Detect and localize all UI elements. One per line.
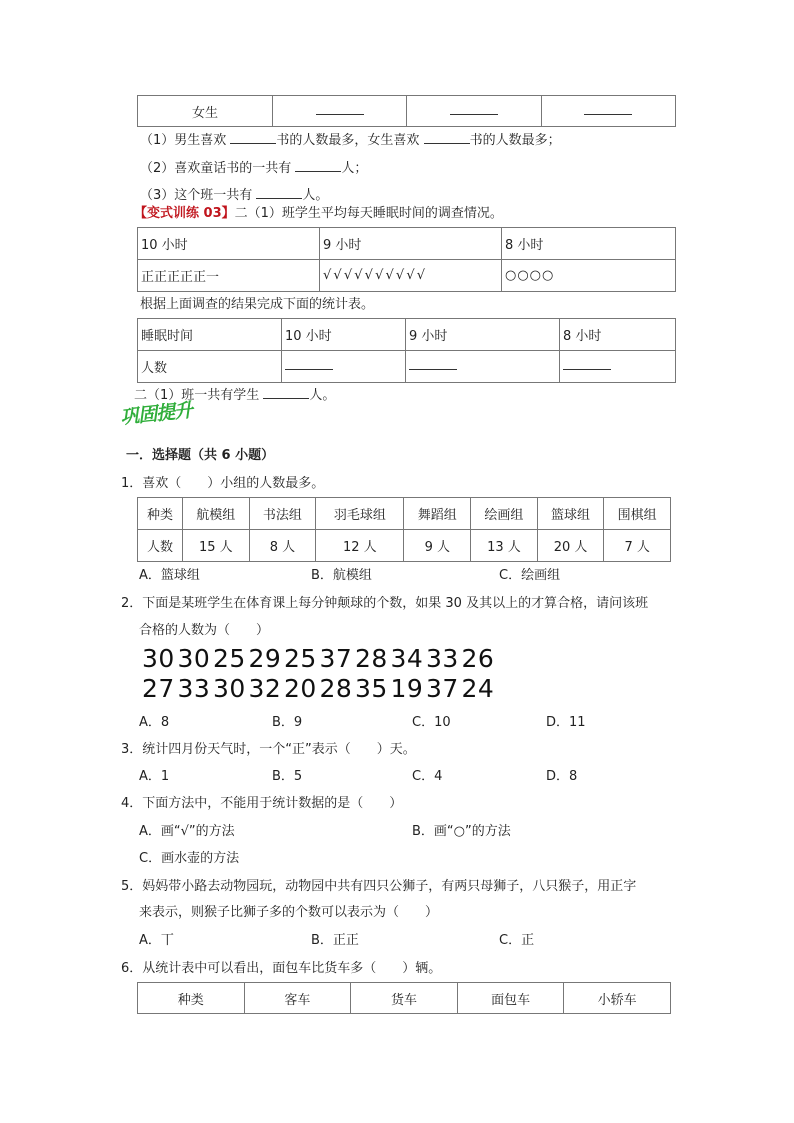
q2-option-c[interactable]: C．10	[412, 715, 451, 730]
q3-option-a[interactable]: A．1	[139, 769, 170, 784]
q3-option-b[interactable]: B．5	[272, 769, 303, 784]
answer-blank[interactable]	[230, 143, 276, 144]
stat-header: 睡眠时间	[138, 319, 282, 351]
section-banner: 巩固提升	[119, 399, 194, 429]
q4-option-a[interactable]: A．画“√”的方法	[139, 824, 235, 839]
sleep-header: 9 小时	[320, 228, 502, 260]
top-table-cell	[273, 96, 407, 127]
q2-option-d[interactable]: D．11	[546, 715, 586, 730]
q1-value: 7 人	[604, 530, 671, 562]
question-fairy: （2）喜欢童话书的一共有 人；	[140, 161, 368, 176]
variant-tag: 【变式训练 03】	[134, 206, 235, 221]
q6-header: 面包车	[457, 983, 564, 1014]
stat-cell[interactable]	[560, 351, 676, 383]
sleep-survey-table	[137, 227, 676, 292]
stat-row-label: 人数	[138, 351, 282, 383]
section-title: 一．选择题（共 6 小题）	[126, 448, 275, 463]
q3-option-d[interactable]: D．8	[546, 769, 578, 784]
q1-value: 15 人	[182, 530, 249, 562]
q1-header: 篮球组	[537, 498, 604, 530]
q3-option-c[interactable]: C．4	[412, 769, 443, 784]
q2-stem-line2: 合格的人数为（ ）	[139, 623, 270, 638]
q1-header: 书法组	[249, 498, 316, 530]
q4-stem: 4．下面方法中，不能用于统计数据的是（ ）	[121, 796, 403, 811]
q4-option-b[interactable]: B．画“○”的方法	[412, 824, 511, 839]
q6-header: 货车	[351, 983, 458, 1014]
q5-stem-line1: 5．妈妈带小路去动物园玩，动物园中共有四只公狮子，有两只母狮子，八只猴子，用正字	[121, 879, 637, 894]
sleep-tally: ○○○○	[502, 260, 676, 292]
q1-header: 围棋组	[604, 498, 671, 530]
instruction-text: 根据上面调查的结果完成下面的统计表。	[140, 297, 375, 312]
q1-option-c[interactable]: C．绘画组	[499, 568, 561, 583]
q1-header: 绘画组	[471, 498, 538, 530]
answer-blank[interactable]	[424, 143, 470, 144]
sleep-tally: 正正正正正一	[138, 260, 320, 292]
question-total: （3）这个班一共有 人。	[140, 188, 329, 203]
q5-option-a[interactable]: A．丅	[139, 933, 174, 948]
q1-option-b[interactable]: B．航模组	[311, 568, 372, 583]
q2-option-b[interactable]: B．9	[272, 715, 303, 730]
class-total-question: 二（1）班一共有学生 人。	[134, 388, 336, 403]
stat-header: 9 小时	[406, 319, 560, 351]
q1-header: 种类	[138, 498, 183, 530]
stat-table	[137, 318, 676, 383]
q1-header: 羽毛球组	[316, 498, 404, 530]
q1-option-a[interactable]: A．篮球组	[139, 568, 200, 583]
stat-header: 8 小时	[560, 319, 676, 351]
q3-stem: 3．统计四月份天气时，一个“正”表示（ ）天。	[121, 742, 416, 757]
q6-stem: 6．从统计表中可以看出，面包车比货车多（ ）辆。	[121, 961, 442, 976]
q1-header: 舞蹈组	[404, 498, 471, 530]
variant-text: 二（1）班学生平均每天睡眠时间的调查情况。	[234, 206, 503, 221]
sleep-header: 8 小时	[502, 228, 676, 260]
q6-header: 小轿车	[564, 983, 671, 1014]
q2-numbers-row1: 30 30 25 29 25 37 28 34 33 26	[142, 644, 495, 673]
variant-heading	[134, 202, 503, 221]
q2-option-a[interactable]: A．8	[139, 715, 170, 730]
stat-cell[interactable]	[282, 351, 406, 383]
q6-table	[137, 982, 671, 1014]
q5-option-b[interactable]: B．正正	[311, 933, 359, 948]
stat-cell[interactable]	[406, 351, 560, 383]
q1-value: 20 人	[537, 530, 604, 562]
q1-value: 人数	[138, 530, 183, 562]
sleep-header: 10 小时	[138, 228, 320, 260]
top-table-cell	[407, 96, 541, 127]
q4-option-c[interactable]: C．画水壶的方法	[139, 851, 240, 866]
q1-value: 13 人	[471, 530, 538, 562]
sleep-tally: √ √ √ √ √ √ √ √ √ √	[320, 260, 502, 292]
answer-blank[interactable]	[256, 198, 302, 199]
q2-numbers-row2: 27 33 30 32 20 28 35 19 37 24	[142, 674, 495, 703]
q6-header: 客车	[244, 983, 351, 1014]
q1-stem: 1．喜欢（ ）小组的人数最多。	[121, 476, 325, 491]
answer-blank[interactable]	[295, 171, 341, 172]
q6-header: 种类	[138, 983, 245, 1014]
q2-stem-line1: 2．下面是某班学生在体育课上每分钟颠球的个数，如果 30 及其以上的才算合格，请问该班	[121, 596, 649, 611]
q1-value: 12 人	[316, 530, 404, 562]
q1-value: 9 人	[404, 530, 471, 562]
stat-header: 10 小时	[282, 319, 406, 351]
q1-value: 8 人	[249, 530, 316, 562]
top-table-label: 女生	[138, 96, 273, 127]
top-table-cell	[541, 96, 675, 127]
q1-table	[137, 497, 671, 562]
question-boys-girls: （1）男生喜欢 书的人数最多，女生喜欢 书的人数最多；	[140, 133, 561, 148]
answer-blank[interactable]	[263, 398, 309, 399]
q5-option-c[interactable]: C．正	[499, 933, 535, 948]
q1-header: 航模组	[182, 498, 249, 530]
q5-stem-line2: 来表示，则猴子比狮子多的个数可以表示为（ ）	[139, 905, 439, 920]
top-table	[137, 95, 676, 127]
